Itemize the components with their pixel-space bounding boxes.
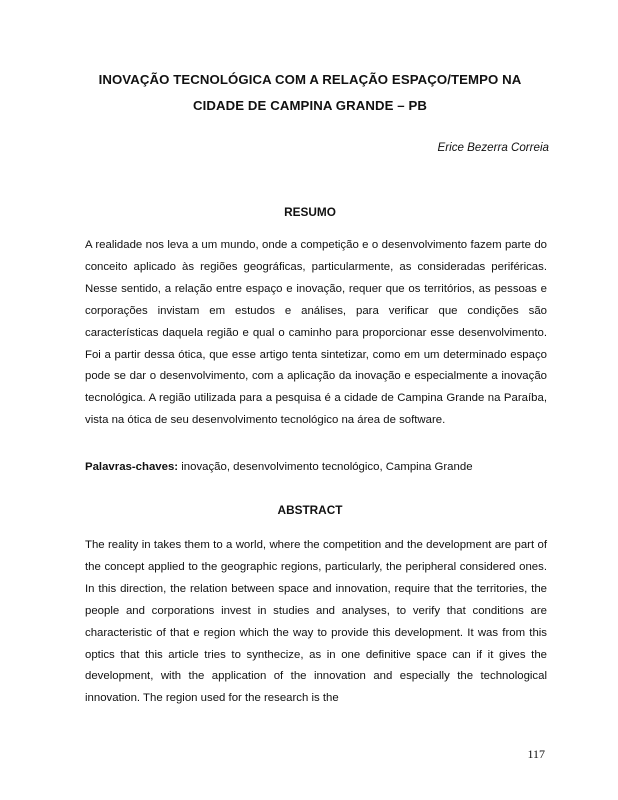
keywords-label: Palavras-chaves: — [85, 461, 179, 473]
resumo-paragraph: A realidade nos leva a um mundo, onde a competição e o desenvolvimento fazem parte do conceito aplicado às regiões geográficas, particularmente, as consideradas periféricas. Nesse sentido, a relação entre espaço e inovação, requer que os territórios, as pessoas e corporações invistam em estudos e análises, para verificar que condições são características daquela região e qual o caminho para proporcionar esse desenvolvimento. Foi a partir dessa ótica, que esse artigo tenta sintetizar, como em um determinado espaço pode se dar o desenvolvimento, com a aplicação da inovação e especialmente a inovação tecnológica. A região utilizada para a pesquisa é a cidade de Campina Grande na Paraíba, vista na ótica de seu desenvolvimento tecnológico na área de software. — [85, 239, 547, 427]
abstract-paragraph: The reality in takes them to a world, where the competition and the development are part of the concept applied to the geographic regions, particularly, the peripheral considered ones. In this direction, the relation between space and innovation, require that the territories, the people and corporations invest in studies and analyses, to verify that conditions are characteristic of that e region which the way to provide this development. It was from this optics that this article tries to synthecize, as in one definitive space can if it gives the development, with the application of the innovation and especially the technological innovation. The region used for the research is the — [85, 539, 547, 705]
page-number: 117 — [527, 747, 545, 761]
keywords-text: inovação, desenvolvimento tecnológico, Campina Grande — [178, 461, 473, 473]
title-line-1: INOVAÇÃO TECNOLÓGICA COM A RELAÇÃO ESPAÇO/TEMPO NA — [98, 72, 522, 87]
document-title — [60, 67, 560, 119]
title-line-2: CIDADE DE CAMPINA GRANDE – PB — [193, 98, 427, 113]
resumo-heading: RESUMO — [284, 205, 336, 219]
abstract-heading: ABSTRACT — [277, 503, 343, 517]
keywords-line — [85, 461, 547, 473]
author-name: Erice Bezerra Correia — [437, 141, 549, 154]
